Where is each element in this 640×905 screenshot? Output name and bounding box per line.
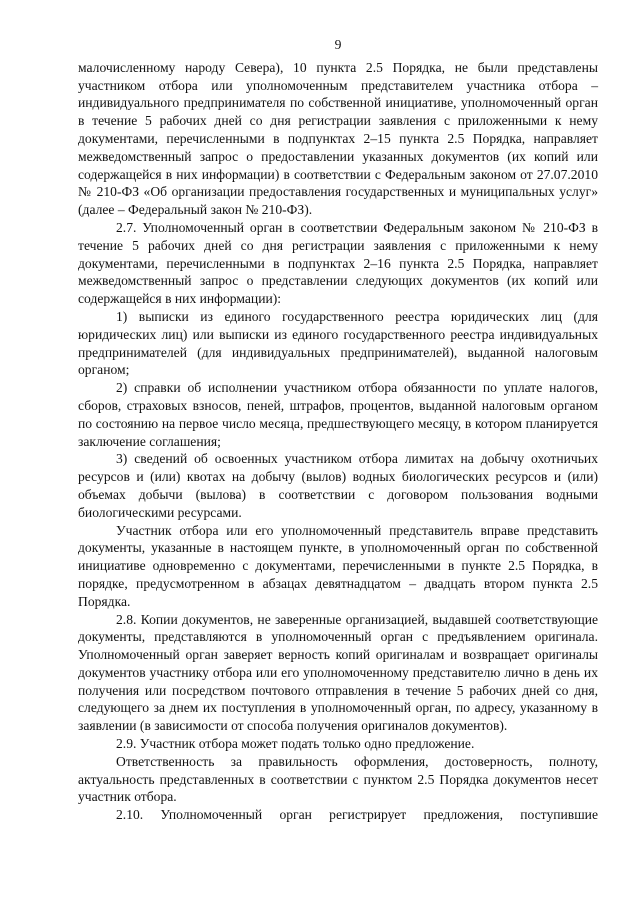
paragraph-responsibility: Ответственность за правильность оформления, достоверность, полноту, актуальность представленных в соответствии с пунктом 2.5 Порядка документов несет участник отбора. [78,753,598,805]
page-number: 9 [334,37,342,52]
document-page [78,36,598,824]
paragraph-participant-right: Участник отбора или его уполномоченный представитель вправе представить документы, указанные в настоящем пункте, в уполномоченный орган по собственной инициативе одновременно с документами, перечисленными в пункте 2.5 Порядка, в порядке, предусмотренном в абзацах девятнадцатом – двадцать втором пункта 2.5 Порядка. [78,522,598,609]
paragraph-item-1: 1) выписки из единого государственного реестра юридических лиц (для юридических лиц) или выписки из единого государственного реестра индивидуальных предпринимателей (для индивидуальных предпринимателей), выданной налоговым органом; [78,308,598,378]
paragraph-item-2: 2) справки об исполнении участником отбора обязанности по уплате налогов, сборов, страховых взносов, пеней, штрафов, процентов, выданной налоговым органом по состоянию на первое число месяца, предшествующего месяцу, в котором планируется заключение соглашения; [78,380,598,449]
paragraph-2-10: 2.10. Уполномоченный орган регистрирует предложения, поступившие [116,807,598,823]
paragraph-2-8: 2.8. Копии документов, не заверенные организацией, выдавшей соответствующие документы, представляются в уполномоченный орган с предъявлением оригинала. Уполномоченный орган заверяет верность копий оригиналам и возвращает оригиналы документов участнику отбора или его уполномоченному представителю лично в день их получения или посредством почтового отправления в течение 5 рабочих дней со дня, следующего за днем их поступления в уполномоченный орган, по адресу, указанному в заявлении (в зависимости от способа получения оригиналов документов). [78,611,598,734]
paragraph-item-3: 3) сведений об освоенных участником отбора лимитах на добычу охотничьих ресурсов и (или) квотах на добычу (вылов) водных биологических ресурсов и (или) объемах добычи (вылова) в соответствии с договором пользования водными биологическими ресурсами. [78,451,598,520]
paragraph-2-9: 2.9. Участник отбора может подать только одно предложение. [116,736,475,752]
paragraph-continuation: малочисленному народу Севера), 10 пункта 2.5 Порядка, не были представлены участником отбора или уполномоченным представителем участника отбора – индивидуального предпринимателя по собственной инициативе, уполномоченный орган в течение 5 рабочих дней со дня регистрации заявления с приложенными к нему документами, перечисленными в подпунктах 2–15 пункта 2.5 Порядка, направляет межведомственный запрос о предоставлении указанных документов (их копий или содержащейся в них информации) в соответствии с Федеральным законом от 27.07.2010 № 210-ФЗ «Об организации предоставления государственных и муниципальных услуг» (далее – Федеральный закон № 210-ФЗ). [78,59,598,218]
paragraph-2-7: 2.7. Уполномоченный орган в соответствии Федеральным законом № 210-ФЗ в течение 5 рабочих дней со дня регистрации заявления с приложенными к нему документами, перечисленными в подпунктах 2–16 пункта 2.5 Порядка, направляет межведомственный запрос о представлении следующих документов (их копий или содержащейся в них информации): [78,219,598,307]
